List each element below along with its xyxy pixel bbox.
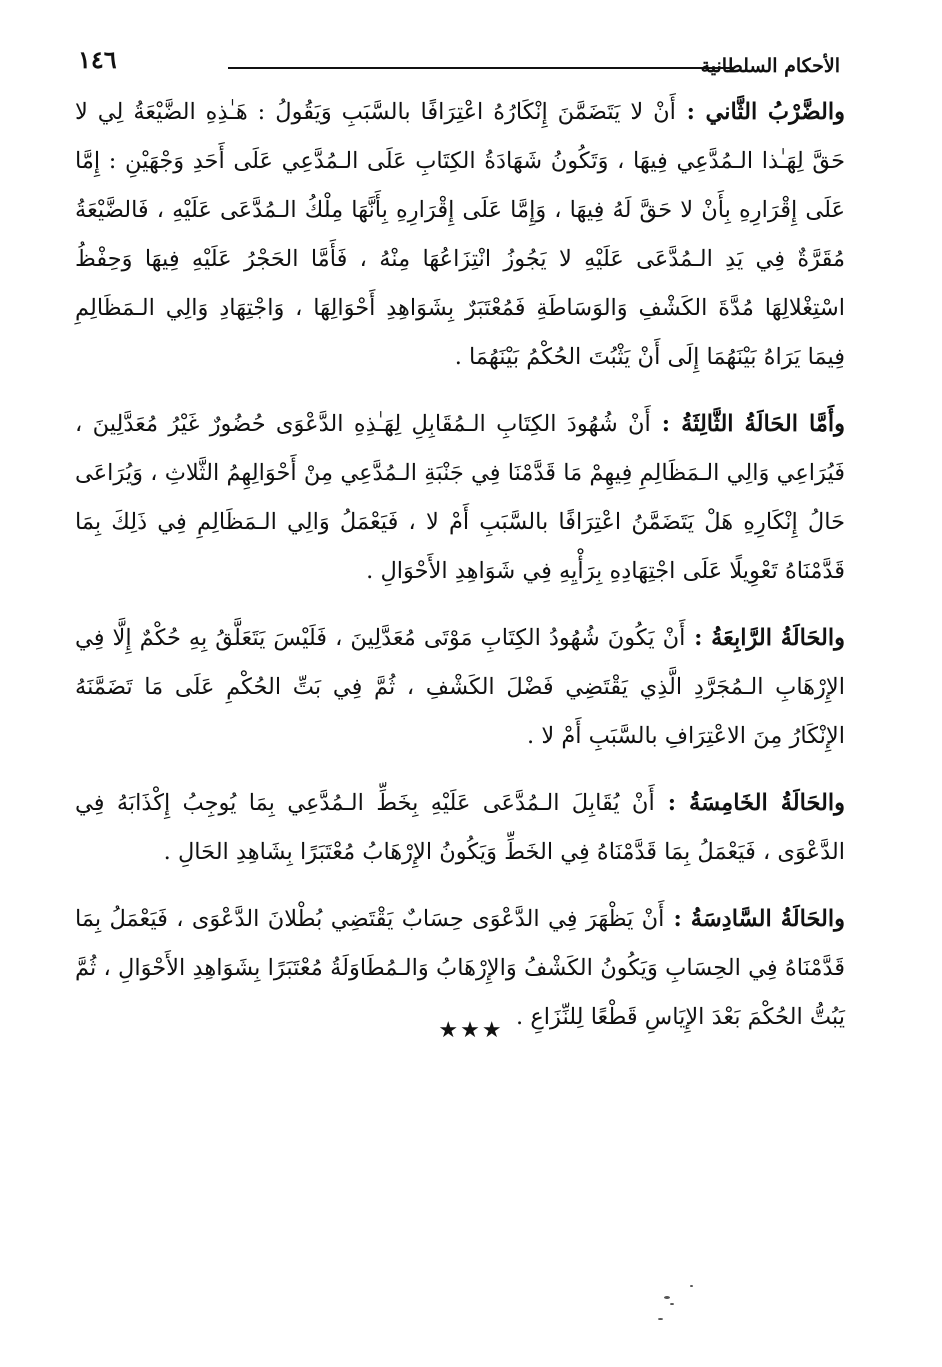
paragraph-lead: والحَالَةُ السَّادِسَةُ : — [664, 906, 846, 932]
paragraph-lead: والحَالَةُ الرَّابِعَةُ : — [685, 625, 845, 651]
running-title: الأحكام السلطانية — [700, 55, 840, 77]
paragraph-fourth-case — [75, 614, 845, 761]
scan-speck — [664, 1296, 670, 1299]
body-text — [75, 88, 845, 1060]
paragraph-fifth-case — [75, 779, 845, 877]
paragraph-lead: والحَالَةُ الخَامِسَةُ : — [654, 790, 845, 816]
paragraph-text: أَنْ شُهُودَ الكِتَابِ الـمُقَابِلِ لِهَـٰذِهِ الدَّعْوَى حُضُورٌ غَيْرُ مُعَدَّلِينَ ، فَيُرَاعِي وَالِي الـمَظَالِمِ فِيهِمْ مَا قَدَّمْنَا فِي جَنْبَةِ الـمُدَّعِي مِنْ أَحْوَالِهِمُ الثَّلاثِ ، وَيُرَاعَى حَالُ إِنْكَارِهِ هَلْ يَتَضَمَّنُ اعْتِرَافًا بالسَّبَبِ أَمْ لا ، فَيَعْمَلُ وَالِي الـمَظَالِمِ فِي ذَلِكَ بِمَا قَدَّمْنَاهُ تَعْوِيلًا عَلَى اجْتِهَادِهِ بِرَأْيِهِ فِي شَوَاهِدِ الأَحْوَالِ . — [75, 411, 846, 584]
paragraph-text: أَنْ يَظْهَرَ فِي الدَّعْوَى حِسَابٌ يَقْتَضِي بُطْلانَ الدَّعْوَى ، فَيَعْمَلُ بِمَا قَدَّمْنَاهُ فِي الحِسَابِ وَيَكُونُ الكَشْفُ وَالإِرْهَابُ وَالـمُطَاوَلَةُ مُعْتَبَرًا بِشَوَاهِدِ الأَحْوَالِ ، ثُمَّ يَبُتُّ الحُكْمَ بَعْدَ الإِيَاسِ قَطْعًا لِلنِّزَاعِ . — [75, 906, 845, 1030]
header-rule — [228, 67, 733, 69]
page-number: ١٤٦ — [78, 45, 117, 74]
paragraph-second-type — [75, 88, 845, 382]
scan-speck — [690, 1285, 693, 1287]
section-end-ornament: ★★★ — [438, 1018, 504, 1043]
page-header — [78, 46, 840, 86]
paragraph-third-case — [75, 400, 845, 596]
paragraph-lead: وأَمَّا الحَالَةُ الثَّالِثَةُ : — [650, 411, 845, 437]
scan-speck — [658, 1318, 663, 1320]
paragraph-lead: والضَّرْبُ الثَّاني : — [675, 99, 846, 125]
paragraph-text: أَنْ يَكُونَ شُهُودُ الكِتَابِ مَوْتَى مُعَدَّلِينَ ، فَلَيْسَ يَتَعَلَّقُ بِهِ حُكْمٌ إِلَّا فِي الإِرْهَابِ الـمُجَرَّدِ الَّذِي يَقْتَضِي فَضْلَ الكَشْفِ ، ثُمَّ فِي بَتِّ الحُكْمِ عَلَى مَا تَضَمَّنَهُ الإِنْكَارُ مِنَ الاعْتِرَافِ بالسَّبَبِ أَمْ لا . — [75, 625, 845, 749]
paragraph-text: أَنْ يُقَابِلَ الـمُدَّعَى عَلَيْهِ بِخَطِّ الـمُدَّعِي بِمَا يُوجِبُ إِكْذَابَهُ فِي الدَّعْوَى ، فَيَعْمَلُ بِمَا قَدَّمْنَاهُ فِي الخَطِّ وَيَكُونُ الإِرْهَابُ مُعْتَبَرًا بِشَاهِدِ الحَالِ . — [75, 790, 845, 865]
paragraph-text: أَنْ لا يَتَضَمَّنَ إِنْكَارُهُ اعْتِرَافًا بالسَّبَبِ وَيَقُولُ : هَـٰذِهِ الضَّيْعَةُ لِي لا حَقَّ لِهَـٰذا الـمُدَّعِي فِيهَا ، وَتَكُونُ شَهَادَةُ الكِتَابِ عَلَى الـمُدَّعِي عَلَى أَحَدِ وَجْهَيْنِ : إِمَّا عَلَى إِقْرَارِهِ بِأَنْ لا حَقَّ لَهُ فِيهَا ، وَإِمَّا عَلَى إِقْرَارِهِ بِأَنَّهَا مِلْكُ الـمُدَّعَى عَلَيْهِ ، فَالضَّيْعَةُ مُقَرَّةٌ فِي يَدِ الـمُدَّعَى عَلَيْهِ لا يَجُوزُ انْتِزَاعُهَا مِنْهُ ، فَأَمَّا الحَجْرُ عَلَيْهِ فِيهَا وَحِفْظُ اسْتِغْلالِهَا مُدَّةَ الكَشْفِ وَالوَسَاطَةِ فَمُعْتَبَرٌ بِشَوَاهِدِ أَحْوَالِهَا ، وَاجْتِهَادِ وَالِي الـمَظَالِمِ فِيمَا يَرَاهُ بَيْنَهُمَا إِلَى أَنْ يَثْبُتَ الحُكْمُ بَيْنَهُمَا . — [75, 99, 845, 370]
scan-speck — [670, 1303, 674, 1305]
